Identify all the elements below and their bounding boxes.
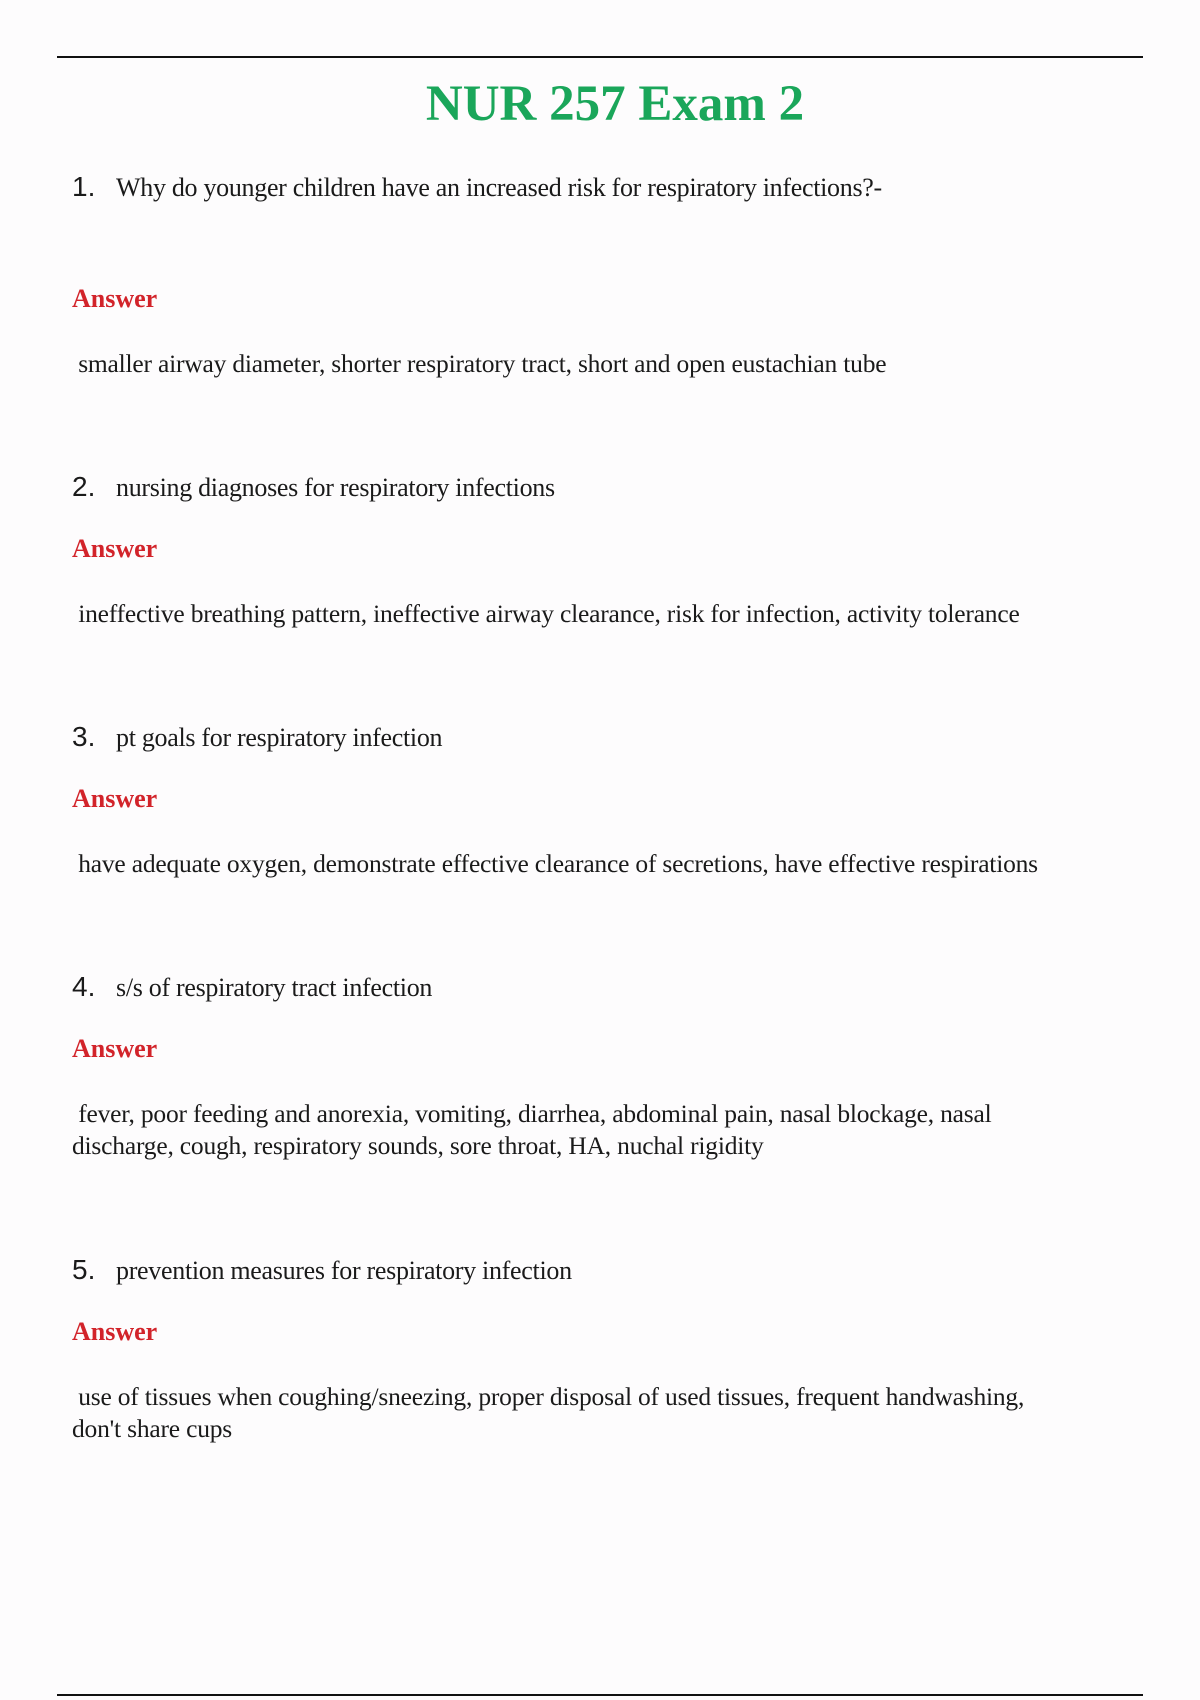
bottom-rule — [57, 1694, 1143, 1696]
top-rule — [57, 56, 1143, 58]
qa-item-3 — [72, 719, 1152, 878]
question-row — [72, 469, 1152, 505]
qa-item-2 — [72, 469, 1152, 628]
answer-text: smaller airway diameter, shorter respiratory tract, short and open eustachian tube — [72, 349, 887, 378]
question-row — [72, 169, 1152, 205]
answer-label: Answer — [72, 1317, 158, 1346]
answer-text: have adequate oxygen, demonstrate effective clearance of secretions, have effective respirations — [72, 849, 1038, 878]
question-row — [72, 969, 1152, 1005]
question-text: pt goals for respiratory infection — [116, 723, 443, 752]
answer-label: Answer — [72, 534, 158, 563]
answer-text: use of tissues when coughing/sneezing, proper disposal of used tissues, frequent handwashing, don't share cups — [72, 1382, 1025, 1443]
question-text: s/s of respiratory tract infection — [116, 973, 433, 1002]
question-number: 2. — [72, 471, 96, 502]
qa-item-5 — [72, 1252, 1152, 1443]
question-text: Why do younger children have an increased risk for respiratory infections?- — [116, 173, 882, 202]
answer-text: fever, poor feeding and anorexia, vomiting, diarrhea, abdominal pain, nasal blockage, nasal discharge, cough, respiratory sounds, sore throat, HA, nuchal rigidity — [72, 1099, 992, 1160]
question-text: nursing diagnoses for respiratory infections — [116, 473, 555, 502]
answer-label: Answer — [72, 784, 158, 813]
question-number: 3. — [72, 721, 96, 752]
question-row — [72, 719, 1152, 755]
answer-label: Answer — [72, 284, 158, 313]
answer-label: Answer — [72, 1034, 158, 1063]
qa-item-1 — [72, 169, 1152, 378]
question-number: 1. — [72, 171, 96, 202]
question-number: 5. — [72, 1254, 96, 1285]
question-row — [72, 1252, 1152, 1288]
question-number: 4. — [72, 971, 96, 1002]
qa-item-4 — [72, 969, 1152, 1160]
page-title: NUR 257 Exam 2 — [425, 76, 805, 132]
question-text: prevention measures for respiratory infection — [116, 1256, 572, 1285]
answer-text: ineffective breathing pattern, ineffective airway clearance, risk for infection, activity tolerance — [72, 599, 1020, 628]
